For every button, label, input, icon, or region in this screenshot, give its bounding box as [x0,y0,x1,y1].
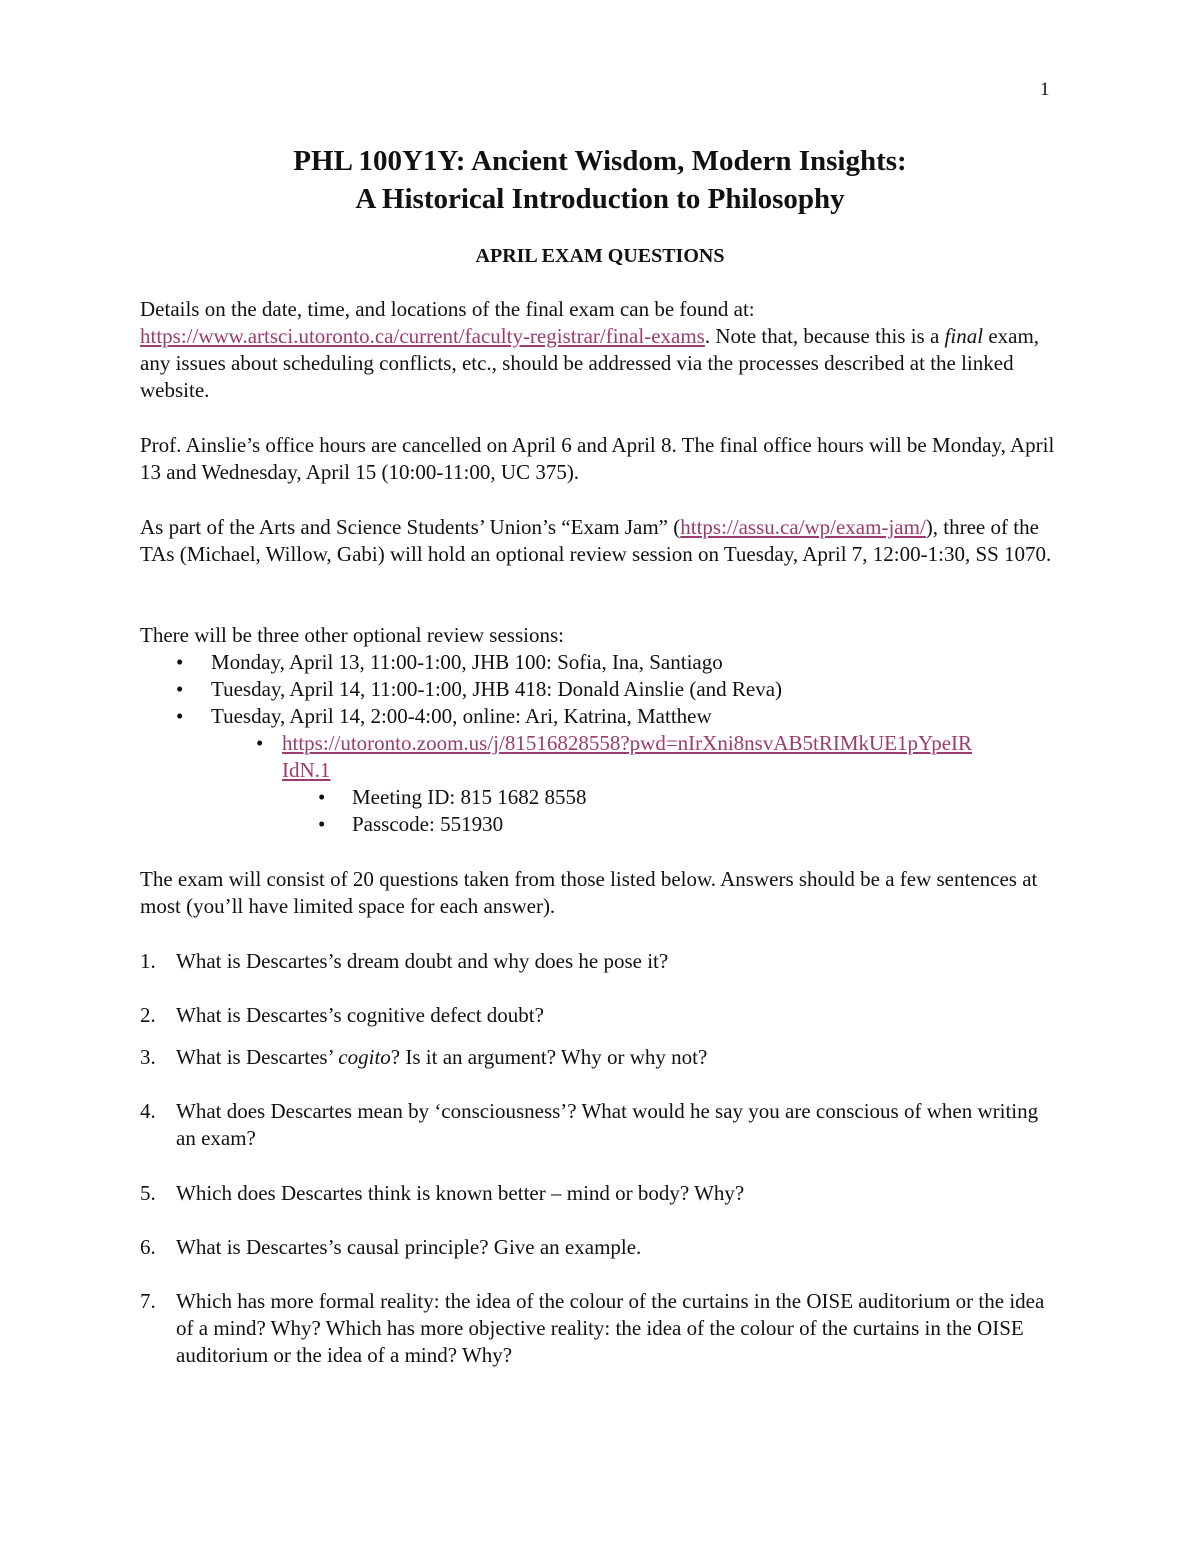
final-word: final [944,324,984,348]
document-title-line-1: PHL 100Y1Y: Ancient Wisdom, Modern Insights: [293,145,907,177]
details-after-link: . Note that, because this is a [704,324,940,348]
office-hours-paragraph: Prof. Ainslie’s office hours are cancelled on April 6 and April 8. The final office hours will be Monday, April 13 and Wednesday, April 15 (10:00-11:00, UC 375). [140,433,1055,484]
zoom-link-line-1: https://utoronto.zoom.us/j/81516828558?pwd=nIrXni8nsvAB5tRIMkUE1pYpeIR [282,731,973,755]
exam-info-paragraph: The exam will consist of 20 questions taken from those listed below. Answers should be a few sentences at most (you’ll have limited space for each answer). [140,867,1038,918]
question-text: Which has more formal reality: the idea of the colour of the curtains in the OISE auditorium or the idea of a mind? Why? Which has more objective reality: the idea of the colour of the curtains in the OISE auditorium or the idea of a mind? Why? [176,1289,1045,1367]
list-item [140,703,1070,730]
zoom-link[interactable] [282,731,972,782]
question-text: What is Descartes’s dream doubt and why does he pose it? [176,949,669,973]
document-title-line-2: A Historical Introduction to Philosophy [355,183,845,215]
list-item [140,811,1070,838]
details-intro: Details on the date, time, and locations of the final exam can be found at: [140,297,755,321]
question-text: What is Descartes’s causal principle? Give an example. [176,1235,642,1259]
question-number: 7. [140,1289,156,1313]
bullet: • [176,704,184,728]
page-number: 1 [1040,79,1050,100]
session-text: Monday, April 13, 11:00-1:00, JHB 100: Sofia, Ina, Santiago [211,650,723,674]
bullet: • [176,650,184,674]
session-text: Tuesday, April 14, 2:00-4:00, online: Ari, Katrina, Matthew [211,704,712,728]
exam-jam-after: ), three of the TAs (Michael, Willow, Gabi) will hold an optional review session on Tuesday, April 7, 12:00-1:30, SS 1070. [140,515,1052,566]
exam-jam-link[interactable]: https://assu.ca/wp/exam-jam/ [680,515,926,539]
zoom-link-line-2: IdN.1 [282,758,331,782]
question-item [140,1234,1060,1261]
question-text [176,1044,1060,1071]
question-text: Which does Descartes think is known better – mind or body? Why? [176,1181,745,1205]
document-subtitle: APRIL EXAM QUESTIONS [475,245,725,267]
question-item [140,1002,1060,1029]
meeting-id: Meeting ID: 815 1682 8558 [352,785,587,809]
question-item [140,1288,1060,1369]
review-sessions-list [140,649,1070,838]
list-item [140,676,1070,703]
bullet: • [176,677,184,701]
review-intro: There will be three other optional review sessions: [140,623,564,647]
exam-jam-before: As part of the Arts and Science Students’ Union’s “Exam Jam” ( [140,515,681,539]
question-item [140,1044,1060,1071]
final-exams-link[interactable]: https://www.artsci.utoronto.ca/current/faculty-registrar/final-exams [140,324,705,348]
question-item [140,1180,1060,1207]
details-rest: exam, any issues about scheduling conflicts, etc., should be addressed via the processes described at the linked website. [140,324,1040,402]
session-text: Tuesday, April 14, 11:00-1:00, JHB 418: Donald Ainslie (and Reva) [211,677,783,701]
question-text: What is Descartes’s cognitive defect doubt? [176,1003,544,1027]
question-item [140,948,1060,975]
bullet: • [318,785,326,809]
question-text-after: ? Is it an argument? Why or why not? [390,1045,708,1069]
question-text: What does Descartes mean by ‘consciousness’? What would he say you are conscious of when writing an exam? [176,1099,1039,1150]
question-item [140,1098,1060,1152]
list-item [140,649,1070,676]
question-text-before: What is Descartes’ [176,1045,339,1069]
question-number: 4. [140,1099,156,1123]
passcode: Passcode: 551930 [352,812,504,836]
list-item [140,784,1070,811]
question-number: 5. [140,1181,156,1205]
question-number: 3. [140,1045,156,1069]
question-number: 2. [140,1003,156,1027]
bullet: • [256,731,264,755]
question-number: 1. [140,949,156,973]
cogito-word: cogito [338,1045,391,1069]
bullet: • [318,812,326,836]
list-item [140,730,1070,784]
question-number: 6. [140,1235,156,1259]
exam-jam-paragraph [140,514,1060,568]
details-paragraph [140,296,1060,404]
